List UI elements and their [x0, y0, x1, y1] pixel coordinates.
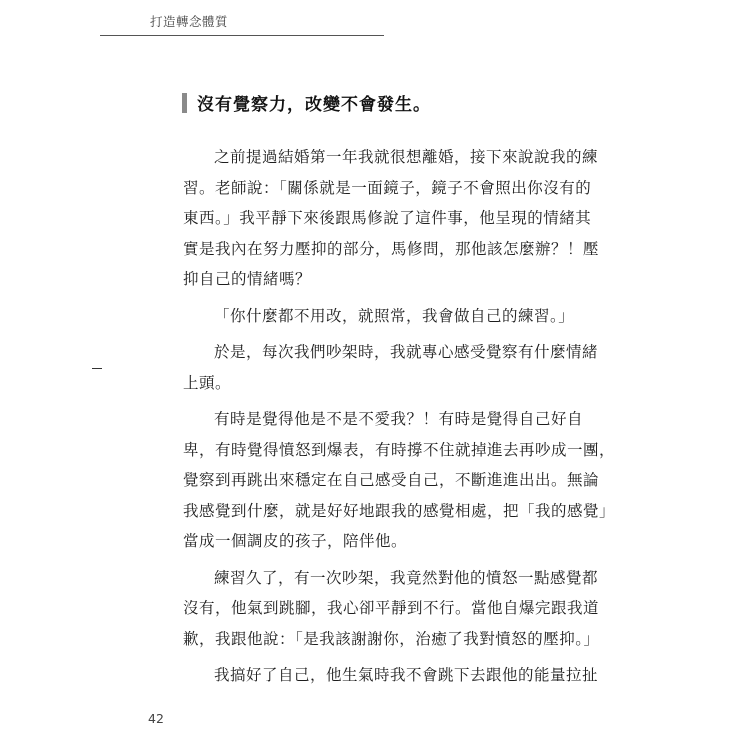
section-heading-text: 沒有覺察力，改變不會發生。 — [197, 95, 431, 115]
text-line: 歉，我跟他說：「是我該謝謝你，治癒了我對憤怒的壓抑。」 — [183, 629, 600, 648]
section-heading — [182, 90, 431, 115]
paragraph-6 — [183, 660, 599, 691]
header-rule — [100, 35, 384, 36]
text-line: 「你什麼都不用改，就照常，我會做自己的練習。」 — [214, 306, 575, 325]
paragraph-2 — [183, 301, 583, 332]
text-line: 之前提過結婚第一年我就很想離婚，接下來說說我的練 — [214, 148, 599, 166]
body-text — [183, 142, 616, 691]
heading-bar-marker — [182, 93, 187, 113]
margin-mark — [92, 368, 102, 369]
paragraph-3 — [183, 337, 599, 398]
page-number: 42 — [148, 711, 164, 726]
text-line: 我搞好了自己，他生氣時我不會跳下去跟他的能量拉扯 — [214, 666, 599, 684]
paragraph-1 — [183, 142, 600, 295]
running-header: 打造轉念體質 — [150, 14, 229, 29]
text-line: 上頭。 — [183, 373, 232, 392]
text-line: 實是我內在努力壓抑的部分，馬修問，那他該怎麼辦？！壓 — [183, 239, 600, 258]
text-line: 於是，每次我們吵架時，我就專心感受覺察有什麼情緒 — [214, 343, 599, 361]
text-line: 沒有，他氣到跳腳，我心卻平靜到不行。當他自爆完跟我道 — [183, 599, 600, 617]
paragraph-5 — [183, 563, 600, 655]
text-line: 我感覺到什麼，就是好好地跟我的感覺相處，把「我的感覺」 — [183, 501, 616, 520]
paragraph-4 — [183, 404, 616, 557]
text-line: 當成一個調皮的孩子，陪伴他。 — [183, 532, 408, 550]
text-line: 習。老師說：「關係就是一面鏡子，鏡子不會照出你沒有的 — [183, 178, 592, 197]
text-line: 卑，有時覺得憤怒到爆表，有時撐不住就掉進去再吵成一團， — [183, 440, 616, 459]
text-line: 覺察到再跳出來穩定在自己感受自己，不斷進進出出。無論 — [183, 471, 600, 489]
text-line: 有時是覺得他是不是不愛我？！有時是覺得自己好自 — [214, 410, 583, 428]
text-line: 練習久了，有一次吵架，我竟然對他的憤怒一點感覺都 — [214, 568, 599, 587]
text-line: 抑自己的情緒嗎？ — [183, 270, 312, 288]
text-line: 東西。」我平靜下來後跟馬修說了這件事，他呈現的情緒其 — [183, 209, 592, 227]
